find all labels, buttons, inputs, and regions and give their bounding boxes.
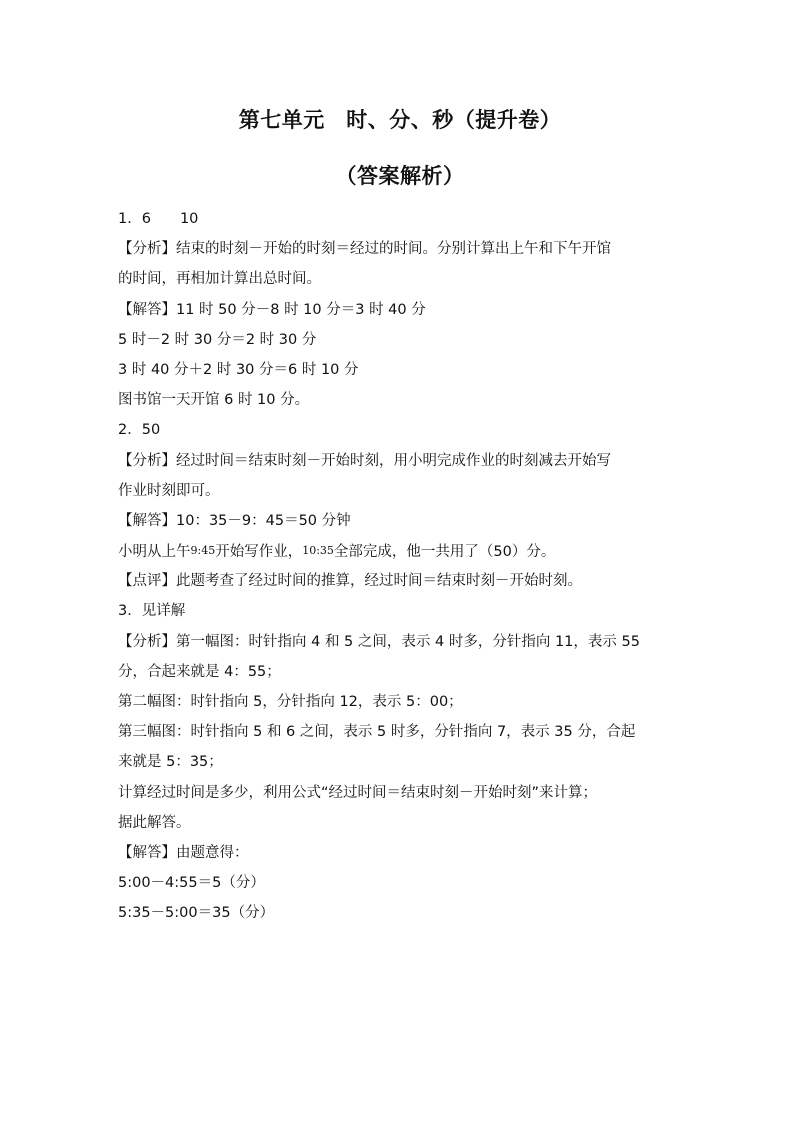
q1-answer: 1．6 10: [118, 211, 199, 227]
q1-solution-line-3: 3 时 40 分＋2 时 30 分＝6 时 10 分: [118, 361, 359, 378]
answer-body: [118, 204, 688, 929]
q1-solution-line-2: 5 时－2 时 30 分＝2 时 30 分: [118, 331, 317, 348]
q2-start-time: 9:45: [190, 544, 216, 558]
q3-analysis-line-6: 计算经过时间是多少，利用公式“经过时间＝结束时刻－开始时刻”来计算；: [118, 784, 598, 801]
q3-analysis-line-3: 第二幅图：时针指向 5，分针指向 12，表示 5：00；: [118, 694, 463, 710]
q3-analysis-line-2: 分，合起来就是 4：55；: [118, 663, 281, 680]
q3-solution-line-3: 5:35－5:00＝35（分）: [118, 905, 275, 922]
q2-analysis-line-2: 作业时刻即可。: [118, 482, 220, 499]
q2-comment: 【点评】此题考查了经过时间的推算，经过时间＝结束时刻－开始时刻。: [118, 573, 582, 590]
q2-solution-sentence: [118, 536, 688, 566]
q1-analysis-line-1: 【分析】结束的时刻－开始的时刻＝经过的时间。分别计算出上午和下午开馆: [118, 241, 611, 258]
q1-solution-line-1: 【解答】11 时 50 分－8 时 10 分＝3 时 40 分: [118, 301, 426, 318]
q3-solution-line-2: 5:00－4:55＝5（分）: [118, 875, 265, 892]
document-subtitle: （答案解析）: [335, 164, 465, 188]
q2-sentence-part-a: 小明从上午: [118, 544, 191, 561]
q2-solution-line-1: 【解答】10：35－9：45＝50 分钟: [118, 512, 351, 529]
document-title: 第七单元 时、分、秒（提升卷）: [238, 108, 562, 132]
q3-analysis-line-1: 【分析】第一幅图：时针指向 4 和 5 之间，表示 4 时多，分针指向 11，表示 55: [118, 633, 640, 650]
q2-analysis-line-1: 【分析】经过时间＝结束时刻－开始时刻，用小明完成作业的时刻减去开始写: [118, 452, 611, 469]
q2-end-time: 10:35: [302, 544, 334, 558]
q1-solution-line-4: 图书馆一天开馆 6 时 10 分。: [118, 392, 310, 409]
q1-analysis-line-2: 的时间，再相加计算出总时间。: [118, 271, 321, 288]
q3-answer: 3．见详解: [118, 603, 186, 620]
q3-analysis-line-5: 来就是 5：35；: [118, 754, 223, 771]
q3-solution-line-1: 【解答】由题意得：: [118, 844, 249, 861]
q3-analysis-line-7: 据此解答。: [118, 814, 191, 831]
q3-analysis-line-4: 第三幅图：时针指向 5 和 6 之间，表示 5 时多，分针指向 7，表示 35 分，合起: [118, 724, 636, 741]
q2-sentence-part-c: 全部完成，他一共用了（50）分。: [333, 544, 556, 561]
q2-answer: 2．50: [118, 422, 161, 439]
q2-sentence-part-b: 开始写作业，: [215, 544, 303, 561]
